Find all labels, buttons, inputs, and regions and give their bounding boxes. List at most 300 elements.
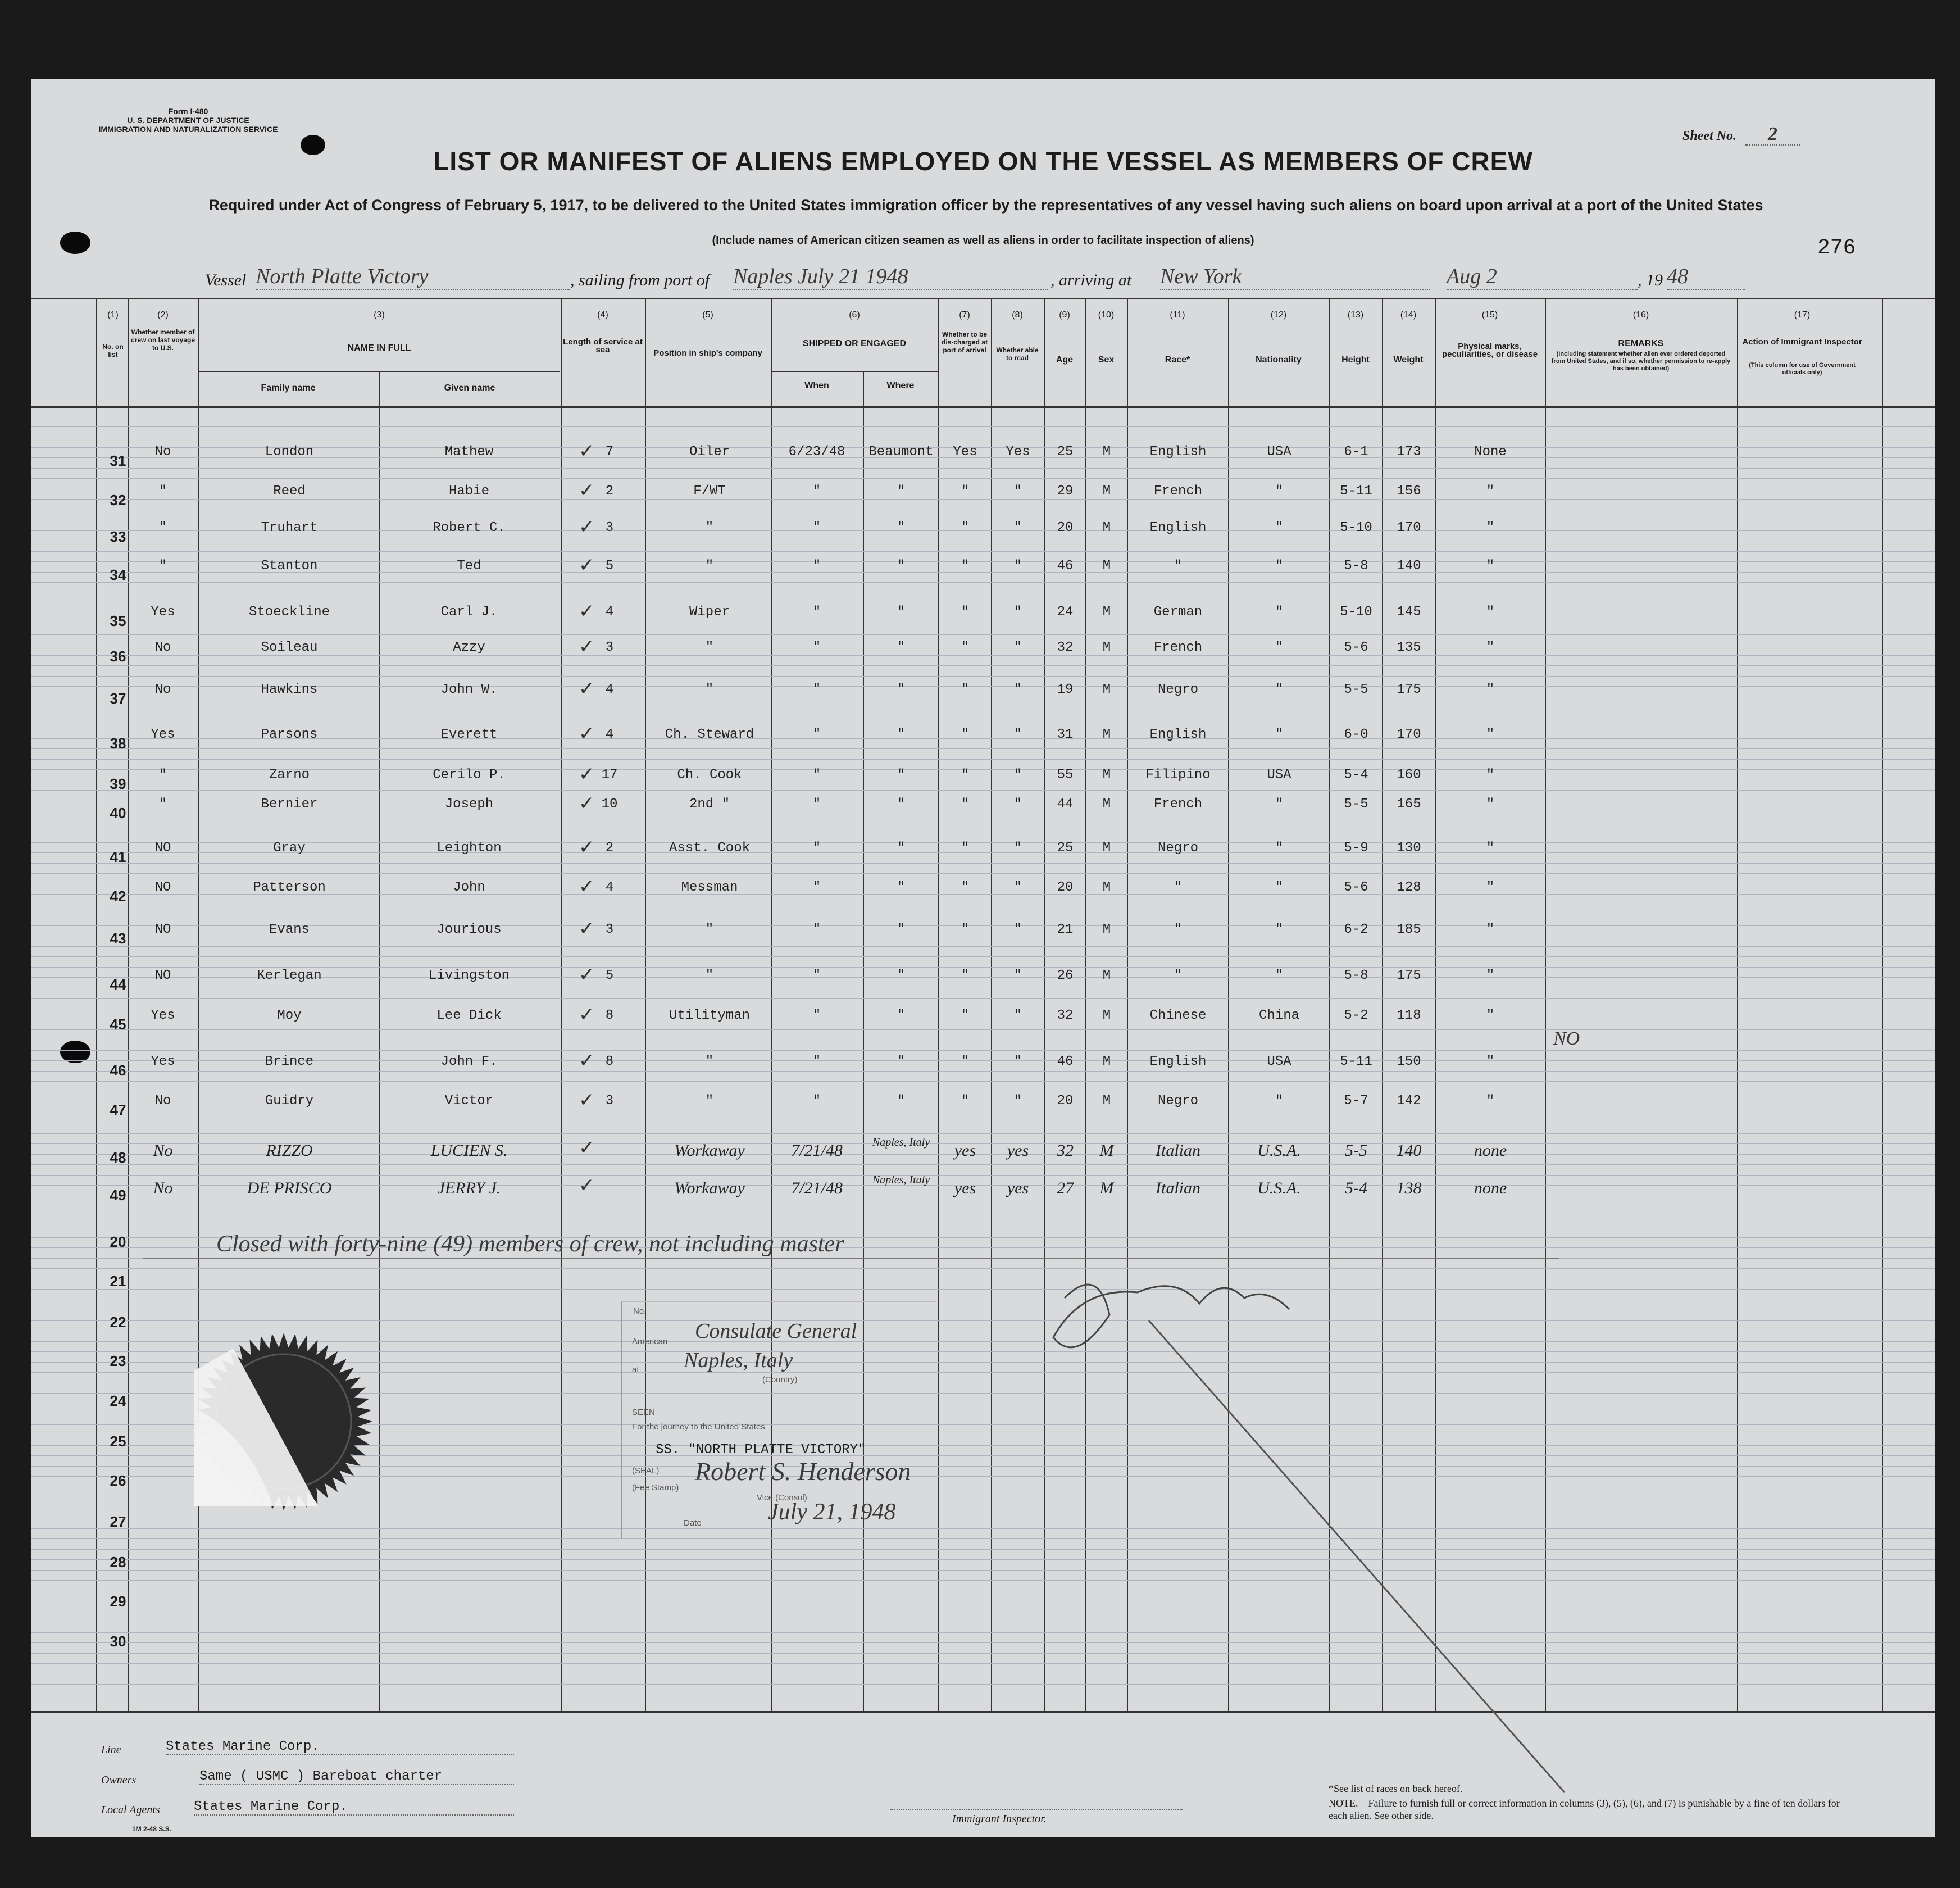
page-title: LIST OR MANIFEST OF ALIENS EMPLOYED ON THE VESSEL AS MEMBERS OF CREW: [433, 147, 1533, 176]
cell-weight: 118: [1397, 1008, 1421, 1023]
sheet-number: [1682, 124, 1873, 145]
stamp-seal-label: (SEAL): [632, 1466, 660, 1476]
cell-discharged: ": [961, 1054, 970, 1069]
cell-sex: M: [1102, 922, 1111, 937]
cell-family: Brince: [265, 1054, 314, 1069]
cell-service: 17: [601, 768, 618, 783]
cell-height: 5-2: [1344, 1008, 1368, 1023]
cell-read: Yes: [1006, 444, 1030, 460]
ruled-line: [31, 1071, 1935, 1072]
cell-height: 5-11: [1340, 1054, 1372, 1069]
cell-given: John: [453, 880, 485, 895]
printed-line-number: 21: [110, 1273, 126, 1290]
cell-sex: M: [1102, 444, 1111, 460]
cell-discharged: ": [961, 922, 970, 937]
form-block: [81, 107, 295, 134]
cell-when: ": [812, 880, 821, 895]
ruled-line: [31, 759, 1935, 760]
column-divider: [128, 299, 129, 1711]
cell-age: 46: [1057, 1054, 1074, 1069]
ruled-line: [31, 1559, 1935, 1560]
cell-nationality: ": [1275, 559, 1284, 574]
cell-marks: ": [1486, 841, 1495, 856]
stamp-consulate: Consulate General: [695, 1319, 857, 1343]
cell-family: Evans: [269, 922, 310, 937]
footer-owners-label: Owners: [101, 1774, 137, 1786]
row-number: 33: [110, 528, 126, 545]
cell-where: Naples, Italy: [872, 1174, 930, 1186]
cell-where: ": [897, 880, 906, 895]
col-head-prev-voyage: Whether member of crew on last voyage to U.S.: [130, 328, 195, 352]
ruled-line: [31, 1528, 1935, 1529]
cell-service: 3: [605, 1093, 614, 1109]
cell-discharged: ": [961, 727, 970, 742]
ruled-line: [31, 967, 1935, 968]
cell-given: Livingston: [428, 968, 510, 983]
col-head-discharged: Whether to be dis-charged at port of arrival: [941, 330, 988, 354]
column-divider: [1737, 299, 1738, 1711]
col-num-13: (13): [1347, 310, 1364, 320]
printed-line-number: 24: [110, 1392, 126, 1409]
vessel-value: North Platte Victory: [256, 264, 570, 290]
cell-service: 3: [605, 922, 614, 937]
cell-family: Stoeckline: [248, 605, 330, 620]
cell-position: ": [705, 1054, 714, 1069]
cell-race: ": [1174, 880, 1183, 895]
col-head-service: Length of service at sea: [563, 337, 643, 355]
cell-given: JERRY J.: [437, 1179, 501, 1197]
col-num-12: (12): [1270, 310, 1287, 320]
col-num-1: (1): [107, 310, 119, 320]
col-head-name: NAME IN FULL: [347, 343, 411, 353]
cell-prev: No: [154, 1093, 171, 1109]
cell-weight: 138: [1396, 1179, 1422, 1197]
cell-marks: ": [1486, 922, 1495, 937]
cell-family: Stanton: [261, 559, 318, 574]
cell-discharged: yes: [954, 1141, 976, 1160]
cell-when: ": [812, 968, 821, 983]
col-num-15: (15): [1481, 310, 1498, 320]
cell-when: ": [812, 682, 821, 697]
cell-where: ": [897, 605, 906, 620]
ruled-line: [31, 1570, 1935, 1571]
cell-given: Carl J.: [440, 605, 498, 620]
cell-height: 6-1: [1344, 444, 1368, 460]
cell-read: ": [1013, 880, 1022, 895]
cell-position: F/WT: [693, 484, 726, 499]
col-head-age: Age: [1056, 355, 1074, 365]
row-number: 43: [110, 930, 126, 947]
printed-line-number: 23: [110, 1353, 126, 1369]
printed-line-number: 27: [110, 1513, 126, 1530]
col-head-where: Where: [886, 381, 915, 391]
printed-line-number: 28: [110, 1554, 126, 1571]
cell-height: 5-10: [1340, 605, 1372, 620]
cell-service: 4: [605, 605, 614, 620]
ruled-line: [31, 956, 1935, 957]
consul-signature: Robert S. Henderson: [695, 1457, 911, 1486]
arriving-value: New York: [1160, 264, 1430, 290]
cell-discharged: ": [961, 1008, 970, 1023]
cell-prev: Yes: [151, 605, 175, 620]
column-divider: [938, 299, 939, 1711]
cell-position: ": [705, 520, 714, 535]
cell-height: 5-4: [1345, 1179, 1367, 1197]
cell-race: Negro: [1157, 682, 1198, 697]
cell-nationality: ": [1275, 727, 1284, 742]
row-number: 37: [110, 690, 126, 707]
ruled-line: [31, 946, 1935, 947]
cell-prev: ": [158, 797, 167, 812]
row-number: 42: [110, 888, 126, 905]
cell-nationality: ": [1275, 520, 1284, 535]
cell-nationality: ": [1275, 1093, 1284, 1109]
sheet-value: 2: [1745, 124, 1800, 146]
cell-marks: ": [1486, 968, 1495, 983]
cell-family: Hawkins: [261, 682, 318, 697]
cell-discharged: ": [961, 797, 970, 812]
cell-weight: 170: [1397, 520, 1421, 535]
cell-height: 5-7: [1344, 1093, 1368, 1109]
cell-sex: M: [1102, 768, 1111, 783]
row-number: 48: [110, 1149, 126, 1166]
checkmark-icon: ✓: [579, 440, 595, 462]
cell-age: 20: [1057, 520, 1074, 535]
cell-read: ": [1013, 727, 1022, 742]
cell-prev: Yes: [151, 1008, 175, 1023]
cell-position: Workaway: [674, 1141, 745, 1160]
cell-age: 20: [1057, 880, 1074, 895]
cell-race: English: [1149, 520, 1207, 535]
cell-position: Utilityman: [669, 1008, 751, 1023]
row-number: 41: [110, 848, 126, 865]
consulate-stamp: [621, 1301, 936, 1538]
penalty-note: NOTE.—Failure to furnish full or correct information in columns (3), (5), (6), and (7) is punishable by a fine of ten dollars for each alien. See other side.: [1329, 1798, 1840, 1821]
cell-discharged: ": [961, 559, 970, 574]
col-num-4: (4): [597, 310, 608, 320]
col-num-9: (9): [1059, 310, 1070, 320]
cell-discharged: ": [961, 640, 970, 655]
cell-where: ": [897, 520, 906, 535]
cell-sex: M: [1102, 727, 1111, 742]
cell-age: 26: [1057, 968, 1074, 983]
cell-weight: 160: [1397, 768, 1421, 783]
cell-position: ": [705, 559, 714, 574]
cell-when: ": [812, 520, 821, 535]
cell-position: 2nd ": [689, 797, 730, 812]
cell-age: 24: [1057, 605, 1074, 620]
col-head-height: Height: [1341, 355, 1370, 365]
col-head-family: Family name: [261, 383, 316, 393]
column-divider: [96, 299, 97, 1711]
cell-given: Robert C.: [433, 520, 506, 535]
cell-when: ": [812, 1093, 821, 1109]
cell-age: 27: [1057, 1179, 1074, 1197]
cell-prev: NO: [154, 841, 171, 856]
cell-when: 7/21/48: [791, 1179, 843, 1197]
cell-where: ": [897, 768, 906, 783]
cell-nationality: ": [1275, 640, 1284, 655]
cell-height: 5-5: [1344, 682, 1368, 697]
cell-discharged: ": [961, 520, 970, 535]
cell-nationality: ": [1275, 841, 1284, 856]
cell-nationality: ": [1275, 922, 1284, 937]
cell-position: Asst. Cook: [669, 841, 751, 856]
cell-service: 3: [605, 640, 614, 655]
cell-when: ": [812, 605, 821, 620]
cell-position: ": [705, 640, 714, 655]
ruled-line: [31, 1289, 1935, 1290]
cell-race: German: [1153, 605, 1203, 620]
cell-marks: ": [1486, 1093, 1495, 1109]
checkmark-icon: ✓: [579, 516, 595, 538]
cell-family: Guidry: [265, 1093, 314, 1109]
ruled-line: [31, 1653, 1935, 1654]
cell-weight: 150: [1397, 1054, 1421, 1069]
cell-given: Leighton: [436, 841, 502, 856]
cell-weight: 130: [1397, 841, 1421, 856]
cell-discharged: ": [961, 682, 970, 697]
col-num-17: (17): [1794, 310, 1811, 320]
col-head-no: No. on list: [102, 343, 124, 358]
year-label: , 19: [1638, 271, 1663, 289]
cell-age: 20: [1057, 1093, 1074, 1109]
cell-family: Truhart: [261, 520, 318, 535]
checkmark-icon: ✓: [579, 723, 595, 745]
checkmark-icon: ✓: [579, 479, 595, 502]
cell-weight: 145: [1397, 605, 1421, 620]
cell-age: 55: [1057, 768, 1074, 783]
printed-line-number: 26: [110, 1472, 126, 1489]
stamp-country-label: (Country): [762, 1375, 798, 1385]
footer-agents-value: States Marine Corp.: [194, 1799, 514, 1816]
printed-line-number: 20: [110, 1233, 126, 1250]
cell-nationality: USA: [1267, 768, 1291, 783]
cell-race: English: [1149, 727, 1207, 742]
cell-height: 6-2: [1344, 922, 1368, 937]
ruled-line: [31, 863, 1935, 864]
closing-note-text: Closed with forty-nine (49) members of crew, not including master: [216, 1231, 844, 1257]
cell-nationality: USA: [1267, 444, 1291, 460]
cell-marks: ": [1486, 797, 1495, 812]
cell-service: 3: [605, 520, 614, 535]
checkmark-icon: ✓: [579, 763, 595, 786]
ruled-line: [31, 676, 1935, 677]
checkmark-icon: ✓: [579, 1174, 595, 1197]
ruled-line: [31, 873, 1935, 874]
cell-given: LUCIEN S.: [430, 1141, 508, 1160]
cell-prev: Yes: [151, 1054, 175, 1069]
ruled-line: [31, 634, 1935, 635]
cell-given: Azzy: [453, 640, 485, 655]
cell-position: Messman: [681, 880, 738, 895]
ruled-line: [31, 790, 1935, 791]
row-number: 47: [110, 1101, 126, 1118]
cell-height: 5-5: [1345, 1141, 1367, 1160]
cell-service: 8: [605, 1054, 614, 1069]
cell-marks: ": [1486, 520, 1495, 535]
footer-line-value: States Marine Corp.: [166, 1739, 514, 1755]
checkmark-icon: ✓: [579, 918, 595, 940]
cell-given: Jourious: [436, 922, 502, 937]
stamp-american-label: American: [632, 1337, 668, 1346]
cell-sex: M: [1102, 968, 1111, 983]
col-head-position: Position in ship's company: [653, 348, 762, 358]
cell-discharged: Yes: [953, 444, 977, 460]
cell-read: ": [1013, 797, 1022, 812]
cell-where: Beaumont: [868, 444, 934, 460]
cell-sex: M: [1102, 1008, 1111, 1023]
department-name: U. S. DEPARTMENT OF JUSTICE: [127, 116, 249, 125]
cell-sex: M: [1102, 484, 1111, 499]
ruled-line: [31, 426, 1935, 427]
row-number: 31: [110, 452, 126, 469]
cell-read: ": [1013, 841, 1022, 856]
row-number: 45: [110, 1016, 126, 1033]
ruled-line: [31, 1029, 1935, 1030]
cell-sex: M: [1102, 797, 1111, 812]
row-number: 34: [110, 566, 126, 583]
cell-service: 7: [605, 444, 614, 460]
cell-read: ": [1013, 605, 1022, 620]
inspector-signature: [1031, 1253, 1593, 1815]
cell-prev: Yes: [151, 727, 175, 742]
cell-when: ": [812, 640, 821, 655]
cell-age: 29: [1057, 484, 1074, 499]
cell-nationality: U.S.A.: [1257, 1179, 1301, 1197]
sailing-value: Naples July 21 1948: [733, 264, 1048, 290]
ruled-line: [31, 1050, 1935, 1051]
cell-service: 4: [605, 682, 614, 697]
cell-sex: M: [1102, 841, 1111, 856]
cell-given: Habie: [448, 484, 489, 499]
ruled-line: [31, 655, 1935, 656]
cell-weight: 170: [1397, 727, 1421, 742]
ruled-line: [31, 1133, 1935, 1134]
stamp-at-label: at: [632, 1365, 639, 1374]
cell-service: 2: [605, 484, 614, 499]
cell-service: 4: [605, 727, 614, 742]
col-num-10: (10): [1098, 310, 1115, 320]
cell-nationality: USA: [1267, 1054, 1291, 1069]
cell-marks: None: [1474, 444, 1507, 460]
ruled-line: [31, 499, 1935, 500]
col-head-nationality: Nationality: [1256, 355, 1302, 365]
row-number: 35: [110, 612, 126, 629]
cell-weight: 142: [1397, 1093, 1421, 1109]
cell-marks: ": [1486, 880, 1495, 895]
cell-read: ": [1013, 1054, 1022, 1069]
cell-where: ": [897, 559, 906, 574]
cell-when: ": [812, 559, 821, 574]
col-num-16: (16): [1632, 310, 1649, 320]
printed-line-number: 30: [110, 1633, 126, 1650]
cell-where: ": [897, 968, 906, 983]
ruled-line: [31, 1684, 1935, 1685]
cell-nationality: U.S.A.: [1257, 1141, 1301, 1160]
cell-age: 32: [1057, 640, 1074, 655]
col-num-14: (14): [1400, 310, 1417, 320]
row-number: 36: [110, 648, 126, 665]
cell-age: 32: [1057, 1008, 1074, 1023]
ruled-line: [31, 1549, 1935, 1550]
cell-height: 6-0: [1344, 727, 1368, 742]
cell-race: Negro: [1157, 1093, 1198, 1109]
ruled-line: [31, 998, 1935, 999]
cell-position: ": [705, 1093, 714, 1109]
cell-prev: NO: [154, 968, 171, 983]
stamp-fee-label: (Fee Stamp): [632, 1483, 679, 1492]
cell-race: Chinese: [1149, 1008, 1207, 1023]
cell-height: 5-11: [1340, 484, 1372, 499]
ruled-line: [31, 1268, 1935, 1269]
column-divider: [991, 299, 992, 1711]
cell-sex: M: [1102, 640, 1111, 655]
checkmark-icon: ✓: [579, 1004, 595, 1026]
cell-sex: M: [1102, 880, 1111, 895]
cell-nationality: ": [1275, 682, 1284, 697]
cell-family: Soileau: [261, 640, 318, 655]
cell-read: ": [1013, 559, 1022, 574]
col-head-inspector-note: (This column for use of Government officials only): [1749, 362, 1856, 376]
cell-height: 5-10: [1340, 520, 1372, 535]
cell-race: ": [1174, 559, 1183, 574]
cell-height: 5-8: [1344, 968, 1368, 983]
cell-weight: 173: [1397, 444, 1421, 460]
table-top-border: [31, 298, 1935, 299]
cell-discharged: ": [961, 841, 970, 856]
cell-nationality: ": [1275, 880, 1284, 895]
cell-when: 7/21/48: [791, 1141, 843, 1160]
cell-race: Negro: [1157, 841, 1198, 856]
cell-when: ": [812, 727, 821, 742]
ruled-line: [31, 1538, 1935, 1539]
cell-age: 46: [1057, 559, 1074, 574]
col-num-8: (8): [1012, 310, 1023, 320]
cell-weight: 165: [1397, 797, 1421, 812]
races-note: *See list of races on back hereof.: [1329, 1783, 1463, 1794]
cell-read: ": [1013, 968, 1022, 983]
stamp-ship: SS. "NORTH PLATTE VICTORY": [656, 1442, 866, 1458]
cell-position: Ch. Steward: [665, 727, 754, 742]
cell-family: Reed: [273, 484, 306, 499]
cell-height: 5-4: [1344, 768, 1368, 783]
cell-sex: M: [1099, 1141, 1114, 1160]
checkmark-icon: ✓: [579, 678, 595, 700]
cell-when: ": [812, 797, 821, 812]
consul-title: Vice (Consul): [757, 1493, 807, 1503]
footer-owners-value: Same ( USMC ) Bareboat charter: [199, 1769, 514, 1785]
cell-weight: 175: [1397, 968, 1421, 983]
cell-discharged: ": [961, 968, 970, 983]
cell-read: ": [1013, 922, 1022, 937]
cell-position: ": [705, 682, 714, 697]
cell-nationality: China: [1258, 1008, 1299, 1023]
cell-given: Joseph: [444, 797, 494, 812]
cell-family: RIZZO: [266, 1141, 313, 1160]
cell-age: 21: [1057, 922, 1074, 937]
punch-hole: [60, 1041, 90, 1063]
cell-prev: ": [158, 520, 167, 535]
col-head-shipped: SHIPPED OR ENGAGED: [802, 339, 907, 348]
cell-marks: ": [1486, 640, 1495, 655]
cell-given: Ted: [457, 559, 481, 574]
cell-position: Oiler: [689, 444, 730, 460]
footer-inspector-label: Immigrant Inspector.: [952, 1813, 1047, 1825]
cell-read: yes: [1007, 1141, 1029, 1160]
col-num-3: (3): [374, 310, 385, 320]
cell-prev: No: [153, 1179, 173, 1197]
